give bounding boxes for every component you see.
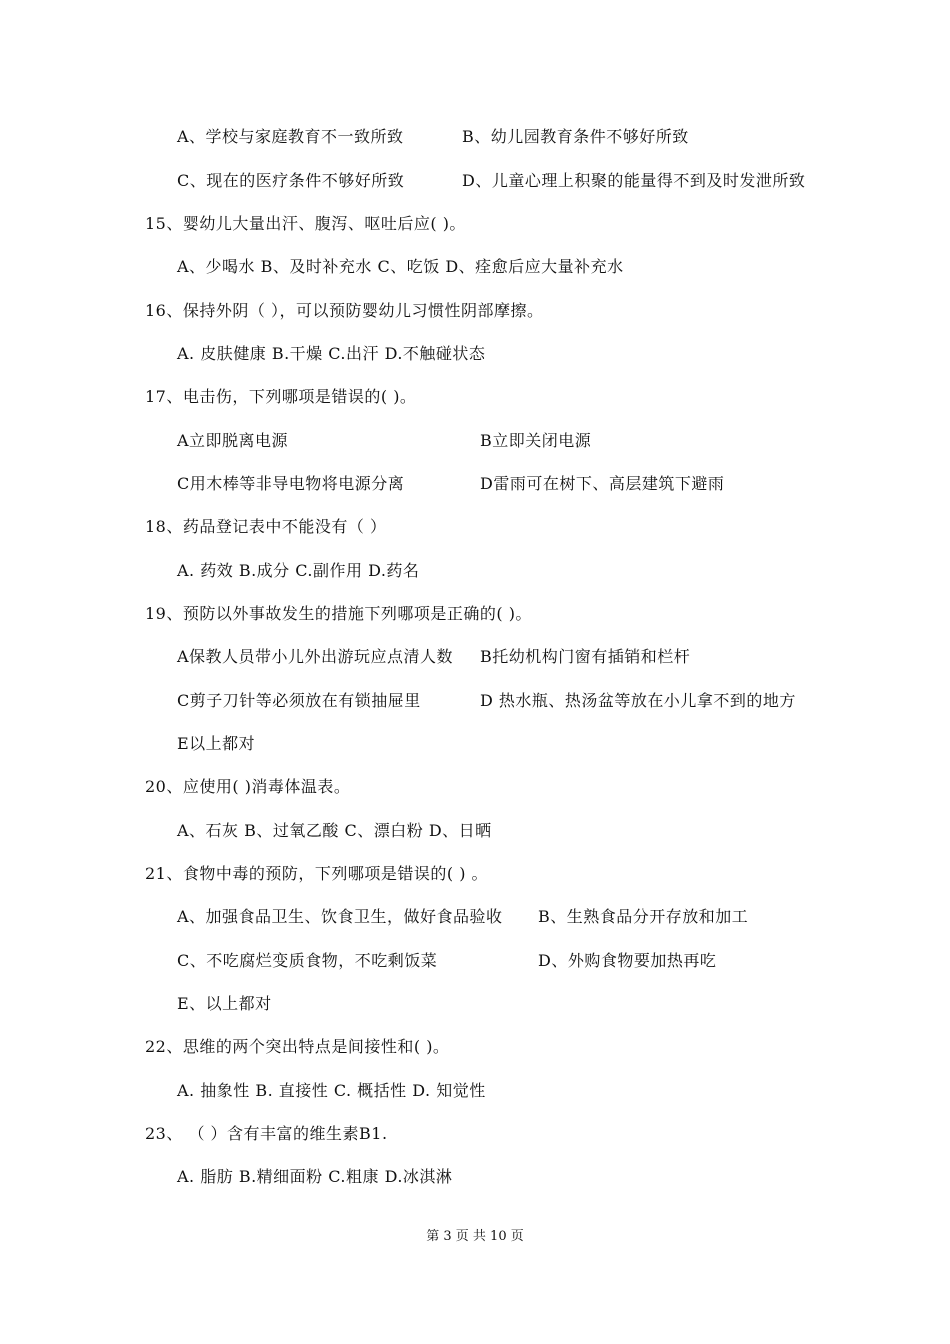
q19-option-e: E以上都对	[177, 734, 256, 753]
q18-options: A. 药效 B.成分 C.副作用 D.药名	[177, 561, 420, 580]
q21-option-d: D、外购食物要加热再吃	[538, 951, 717, 970]
q17-option-d: D雷雨可在树下、高层建筑下避雨	[480, 474, 725, 493]
q16-stem: 16、保持外阴（ ），可以预防婴幼儿习惯性阴部摩擦。	[145, 301, 544, 320]
q14-option-d: D、儿童心理上积聚的能量得不到及时发泄所致	[462, 171, 806, 190]
q16-options: A. 皮肤健康 B.干燥 C.出汗 D.不触碰状态	[177, 344, 486, 363]
q17-stem: 17、电击伤，下列哪项是错误的( )。	[145, 387, 417, 406]
q19-option-a: A保教人员带小儿外出游玩应点清人数	[177, 647, 454, 666]
q20-options: A、石灰 B、过氧乙酸 C、漂白粉 D、日晒	[177, 821, 492, 840]
q14-option-b: B、幼儿园教育条件不够好所致	[462, 127, 689, 146]
q20-stem: 20、应使用( )消毒体温表。	[145, 777, 351, 796]
q21-stem: 21、食物中毒的预防，下列哪项是错误的( ) 。	[145, 864, 489, 883]
q23-options: A. 脂肪 B.精细面粉 C.粗康 D.冰淇淋	[177, 1167, 453, 1186]
q19-option-b: B托幼机构门窗有插销和栏杆	[480, 647, 691, 666]
q22-stem: 22、思维的两个突出特点是间接性和( )。	[145, 1037, 450, 1056]
q19-option-d: D 热水瓶、热汤盆等放在小儿拿不到的地方	[480, 691, 796, 710]
q21-option-e: E、以上都对	[177, 994, 272, 1013]
q23-stem: 23、 （ ）含有丰富的维生素B1.	[145, 1124, 388, 1143]
q17-option-c: C用木棒等非导电物将电源分离	[177, 474, 405, 493]
q15-stem: 15、婴幼儿大量出汗、腹泻、呕吐后应( )。	[145, 214, 466, 233]
q21-option-b: B、生熟食品分开存放和加工	[538, 907, 749, 926]
q15-options: A、少喝水 B、及时补充水 C、吃饭 D、痊愈后应大量补充水	[177, 257, 624, 276]
q19-option-c: C剪子刀针等必须放在有锁抽屉里	[177, 691, 421, 710]
q18-stem: 18、药品登记表中不能没有（ ）	[145, 517, 387, 536]
q19-stem: 19、预防以外事故发生的措施下列哪项是正确的( )。	[145, 604, 532, 623]
q21-option-c: C、不吃腐烂变质食物，不吃剩饭菜	[177, 951, 438, 970]
q17-option-a: A立即脱离电源	[177, 431, 289, 450]
page-number-footer: 第 3 页 共 10 页	[426, 1229, 524, 1244]
q17-option-b: B立即关闭电源	[480, 431, 592, 450]
q14-option-c: C、现在的医疗条件不够好所致	[177, 171, 405, 190]
q14-option-a: A、学校与家庭教育不一致所致	[177, 127, 404, 146]
q22-options: A. 抽象性 B. 直接性 C. 概括性 D. 知觉性	[177, 1081, 486, 1100]
q21-option-a: A、加强食品卫生、饮食卫生，做好食品验收	[177, 907, 503, 926]
